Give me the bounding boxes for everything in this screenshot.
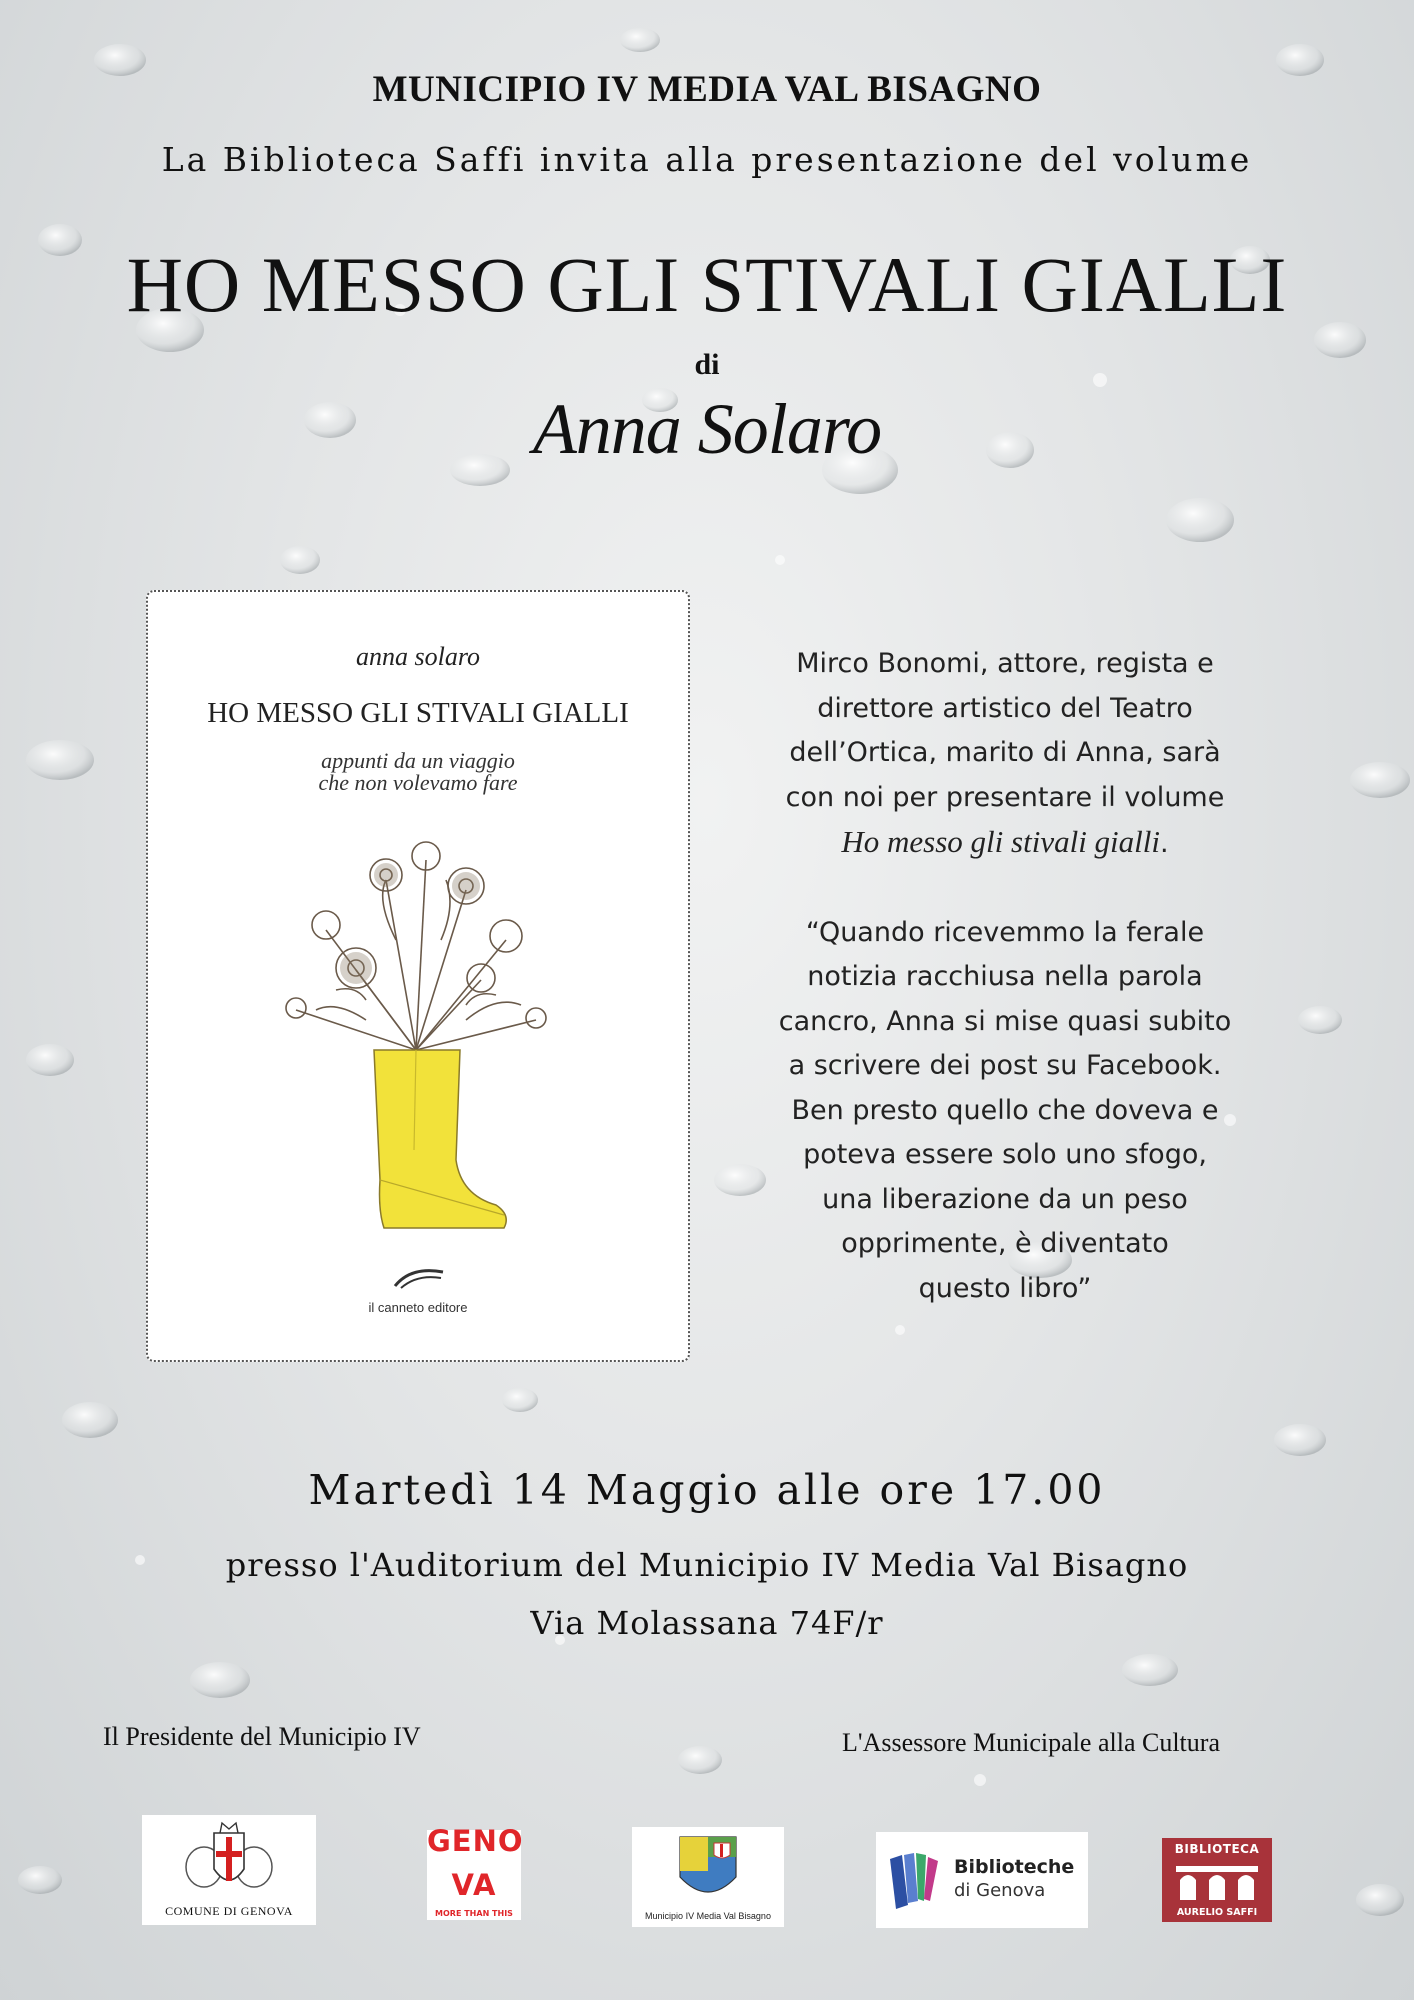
publisher-logo-icon [391, 1262, 447, 1292]
quote-line: cancro, Anna si mise quasi subito [778, 1005, 1232, 1037]
quote-line: “Quando ricevemmo la ferale [805, 916, 1205, 948]
book-title-italic: Ho messo gli stivali gialli [841, 824, 1161, 859]
event-date: Martedì 14 Maggio alle ore 17.00 [308, 1466, 1106, 1514]
author-name: Anna Solaro [532, 389, 882, 469]
municipio-label: Municipio IV Media Val Bisagno [645, 1911, 771, 1921]
comune-di-genova-logo [142, 1815, 316, 1925]
description-line: Mirco Bonomi, attore, regista e [796, 648, 1214, 679]
genova-more-than-this-logo [427, 1824, 524, 1920]
flowers-in-boot-illustration [266, 820, 566, 1240]
biblioteca-aurelio-saffi-logo [1162, 1838, 1272, 1922]
saffi-line2: AURELIO SAFFI [1176, 1907, 1258, 1918]
signature-councillor: L'Assessore Municipale alla Cultura [842, 1728, 1220, 1757]
invitation-line: La Biblioteca Saffi invita alla presentazione del volume [161, 140, 1253, 179]
cover-title: HO MESSO GLI STIVALI GIALLI [207, 697, 629, 729]
quote-line: notizia racchiusa nella parola [807, 961, 1203, 992]
paragraph-gap [750, 867, 1260, 911]
comune-label: COMUNE DI GENOVA [165, 1904, 293, 1918]
quote-line: opprimente, è diventato [841, 1228, 1169, 1259]
cover-publisher: il canneto editore [368, 1300, 468, 1315]
event-address: Via Molassana 74F/r [530, 1604, 884, 1642]
quote-line: a scrivere dei post su Facebook. [788, 1050, 1222, 1081]
by-label: di [694, 348, 720, 381]
sentence-end: . [1160, 828, 1169, 859]
arches-icon [1162, 1858, 1272, 1908]
biblioteche-di-genova-logo [876, 1832, 1088, 1928]
municipality-heading: MUNICIPIO IV MEDIA VAL BISAGNO [372, 69, 1042, 110]
description-line [750, 820, 1260, 867]
description-line: con noi per presentare il volume [785, 781, 1225, 813]
biblioteche-line1: Biblioteche [954, 1856, 1075, 1878]
municipio-crest-icon [632, 1831, 784, 1911]
description-line: dell’Ortica, marito di Anna, sarà [789, 737, 1221, 768]
event-venue: presso l'Auditorium del Municipio IV Media Val Bisagno [225, 1546, 1189, 1584]
municipio-iv-logo [632, 1827, 784, 1927]
genova-tagline: MORE THAN THIS [435, 1909, 513, 1918]
event-description [750, 642, 1260, 1311]
signature-president: Il Presidente del Municipio IV [103, 1722, 421, 1751]
cover-author: anna solaro [356, 642, 480, 671]
quote-line: una liberazione da un peso [822, 1183, 1188, 1215]
cover-subtitle-line: che non volevamo fare [318, 770, 518, 795]
biblioteche-line2: di Genova [954, 1880, 1046, 1901]
cover-subtitle-line: appunti da un viaggio [321, 748, 515, 773]
cover-subtitle [148, 750, 688, 794]
book-cover [146, 590, 690, 1362]
book-title: HO MESSO GLI STIVALI GIALLI [126, 241, 1288, 328]
coat-of-arms-icon [142, 1819, 316, 1899]
books-icon [882, 1845, 952, 1915]
saffi-line1: BIBLIOTECA [1174, 1842, 1260, 1856]
quote-line: poteva essere solo uno sfogo, [803, 1139, 1207, 1170]
description-line: direttore artistico del Teatro [817, 692, 1193, 724]
quote-line: Ben presto quello che doveva e [791, 1094, 1219, 1126]
genova-line1: GENO [427, 1824, 524, 1858]
genova-line2: VA [451, 1868, 497, 1902]
quote-line: questo libro” [918, 1272, 1092, 1304]
